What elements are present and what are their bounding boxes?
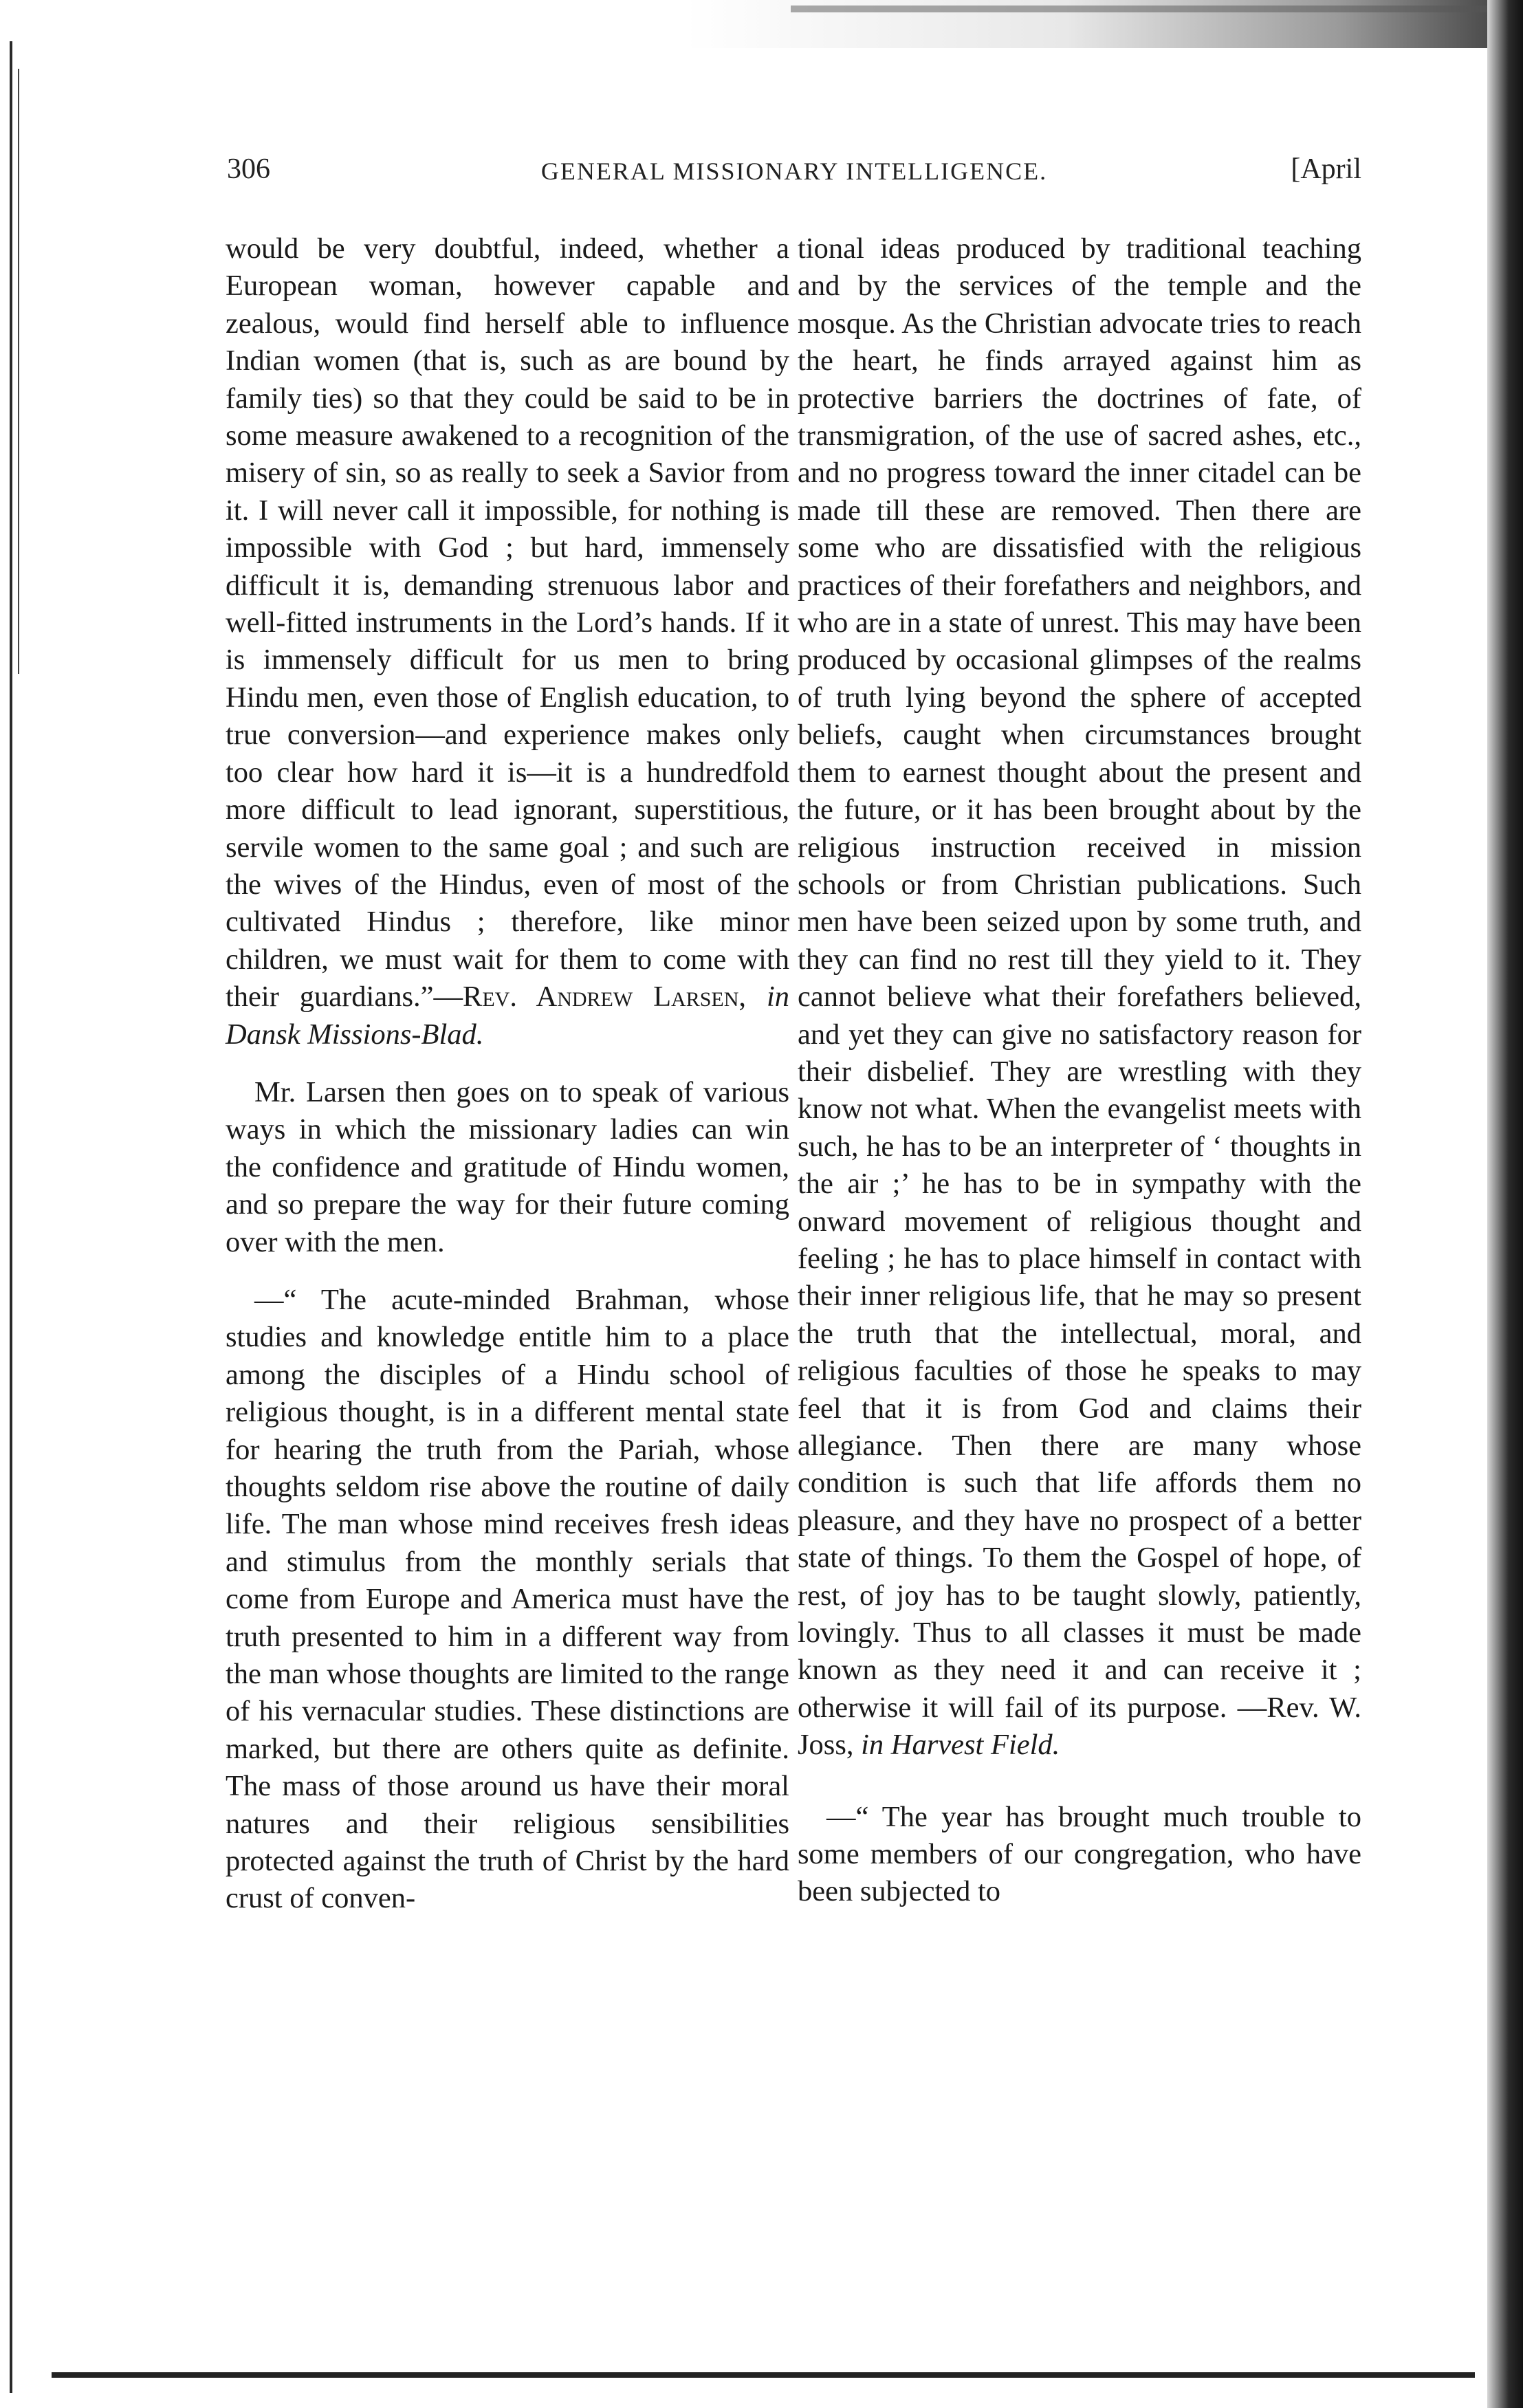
- paragraph-larsen-summary: Mr. Larsen then goes on to speak of various ways in which the missionary ladies can win the confidence and gratitude of Hindu women, and so prepare the way for their future coming over with the men.: [226, 1075, 789, 1258]
- scan-edge-left-inner: [18, 69, 19, 674]
- scan-edge-left: [10, 41, 12, 2393]
- page-header: [227, 153, 1361, 208]
- paragraph-brahman-quote: —“ The acute-minded Brahman, whose studies and knowledge entitle him to a place among the disciples of a Hindu school of religious thought, is in a different mental state for hearing the truth from the Pariah, whose thoughts seldom rise above the routine of daily life. The man whose mind receives fresh ideas and stimulus from the monthly serials that come from Europe and America must have the truth presented to him in a different way from the man whose thoughts are limited to the range of his vernacular studies. These distinctions are marked, but there are others quite as definite. The mass of those around us have their moral natures and their religious sensibilities protected against the truth of Christ by the hard crust of conven-: [226, 1283, 789, 1915]
- scan-edge-right: [1487, 0, 1523, 2408]
- source-title: in Harvest Field.: [861, 1729, 1060, 1762]
- right-column: [798, 230, 1361, 1911]
- page-number: 306: [227, 153, 270, 185]
- running-title: GENERAL MISSIONARY INTELLIGENCE.: [540, 157, 1048, 185]
- left-column: [226, 230, 789, 1918]
- paragraph-larsen-quote: [226, 230, 789, 1053]
- running-month: [April: [1291, 153, 1361, 185]
- scan-edge-bottom: [52, 2372, 1475, 2378]
- author-name: —Rev. W. Joss,: [798, 1691, 1361, 1762]
- paragraph-text: would be very doubtful, indeed, whether a European woman, however capable and zealous, would find herself able to influence Indian women (that is, such as are bound by family ties) so that they could be said to be in some measure awakened to a recognition of the misery of sin, so as really to seek a Savior from it. I will never call it impossible, for nothing is impossible with God ; but hard, immensely difficult it is, demanding strenuous labor and well-fitted instruments in the Lord’s hands. If it is immensely difficult for us men to bring Hindu men, even those of English education, to true conversion—and experience makes only too clear how hard it is—it is a hundredfold more difficult to lead ignorant, superstitious, servile women to the same goal ; and such are the wives of the Hindus, even of most of the cultivated Hindus ; therefore, like minor children, we must wait for them to come with their guardians.”—: [226, 232, 789, 1014]
- paragraph-joss-quote: [798, 230, 1361, 1764]
- paragraph-text: tional ideas produced by traditional teaching and by the services of the temple and the mosque. As the Christian advocate tries to reach the heart, he finds arrayed against him as protective barriers the doctrines of fate, of transmigration, of the use of sacred ashes, etc., and no progress toward the inner citadel can be made till these are removed. Then there are some who are dissatisfied with the religious practices of their forefathers and neighbors, and who are in a state of unrest. This may have been produced by occasional glimpses of the realms of truth lying beyond the sphere of accepted beliefs, caught when circumstances brought them to earnest thought about the present and the future, or it has been brought about by the religious instruction received in mission schools or from Christian publications. Such men have been seized upon by some truth, and they can find no rest till they yield to it. They cannot believe what their forefathers believed, and yet they can give no satisfactory reason for their disbelief. They are wrestling with they know not what. When the evangelist meets with such, he has to be an interpreter of ‘ thoughts in the air ;’ he has to be in sympathy with the onward movement of religious thought and feeling ; he has to place himself in contact with their inner religious life, that he may so present the truth that the intellectual, moral, and religious faculties of those he speaks to may feel that it is from God and claims their allegiance. Then there are many whose condition is such that life affords them no pleasure, and they have no prospect of a better state of things. To them the Gospel of hope, of rest, of joy has to be taught slowly, patiently, lovingly. Thus to all classes it must be made known as they need it and can receive it ; otherwise it will fail of its purpose.: [798, 232, 1361, 1724]
- paragraph-year-trouble: —“ The year has brought much trouble to some members of our congregation, who have been subjected to: [798, 1800, 1361, 1908]
- source-title: in Dansk Missions-Blad.: [226, 981, 789, 1051]
- author-name: Rev. Andrew Larsen,: [463, 981, 747, 1014]
- scan-edge-top: [791, 6, 1523, 12]
